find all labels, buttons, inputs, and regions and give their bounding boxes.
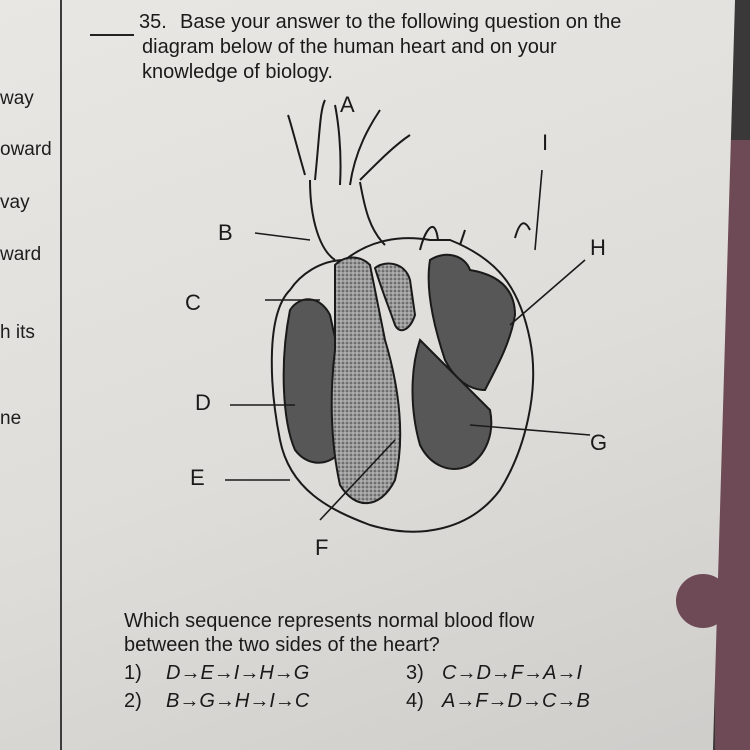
option-number: 4) [406,690,424,712]
column-divider [60,0,62,750]
margin-word: ne [0,408,22,429]
prompt-line: Which sequence represents normal blood flow [124,610,535,632]
option-number: 1) [124,662,142,684]
margin-word: way [0,88,34,109]
option-text: A→F→D→C→B [442,690,590,712]
question-line: diagram below of the human heart and on your [142,36,557,58]
label-f: F [315,535,329,560]
option-text: C→D→F→A→I [442,662,582,684]
vessel-trunk [310,180,385,260]
prompt-line: between the two sides of the heart? [124,634,440,656]
option-text: B→G→H→I→C [166,690,310,712]
margin-word: ward [0,244,42,265]
label-g: G [590,430,608,455]
heart-diagram [170,90,630,565]
question-line: knowledge of biology. [142,61,333,83]
question-line: Base your answer to the following question on the [180,11,622,33]
label-a: A [340,92,355,117]
option-number: 3) [406,662,424,684]
option-number: 2) [124,690,142,712]
option-text: D→E→I→H→G [166,662,310,684]
margin-word: vay [0,192,30,213]
question-number: 35. [139,11,167,33]
margin-word: h its [0,322,35,343]
label-c: C [185,290,201,315]
label-e: E [190,465,205,490]
label-b: B [218,220,233,245]
vessel-right [420,223,530,250]
label-d: D [195,390,211,415]
label-h: H [590,235,606,260]
answer-blank [90,34,134,36]
leader-lines [225,170,590,520]
label-i: I [542,130,549,155]
margin-word: oward [0,139,52,160]
decorative-dot [676,574,730,628]
